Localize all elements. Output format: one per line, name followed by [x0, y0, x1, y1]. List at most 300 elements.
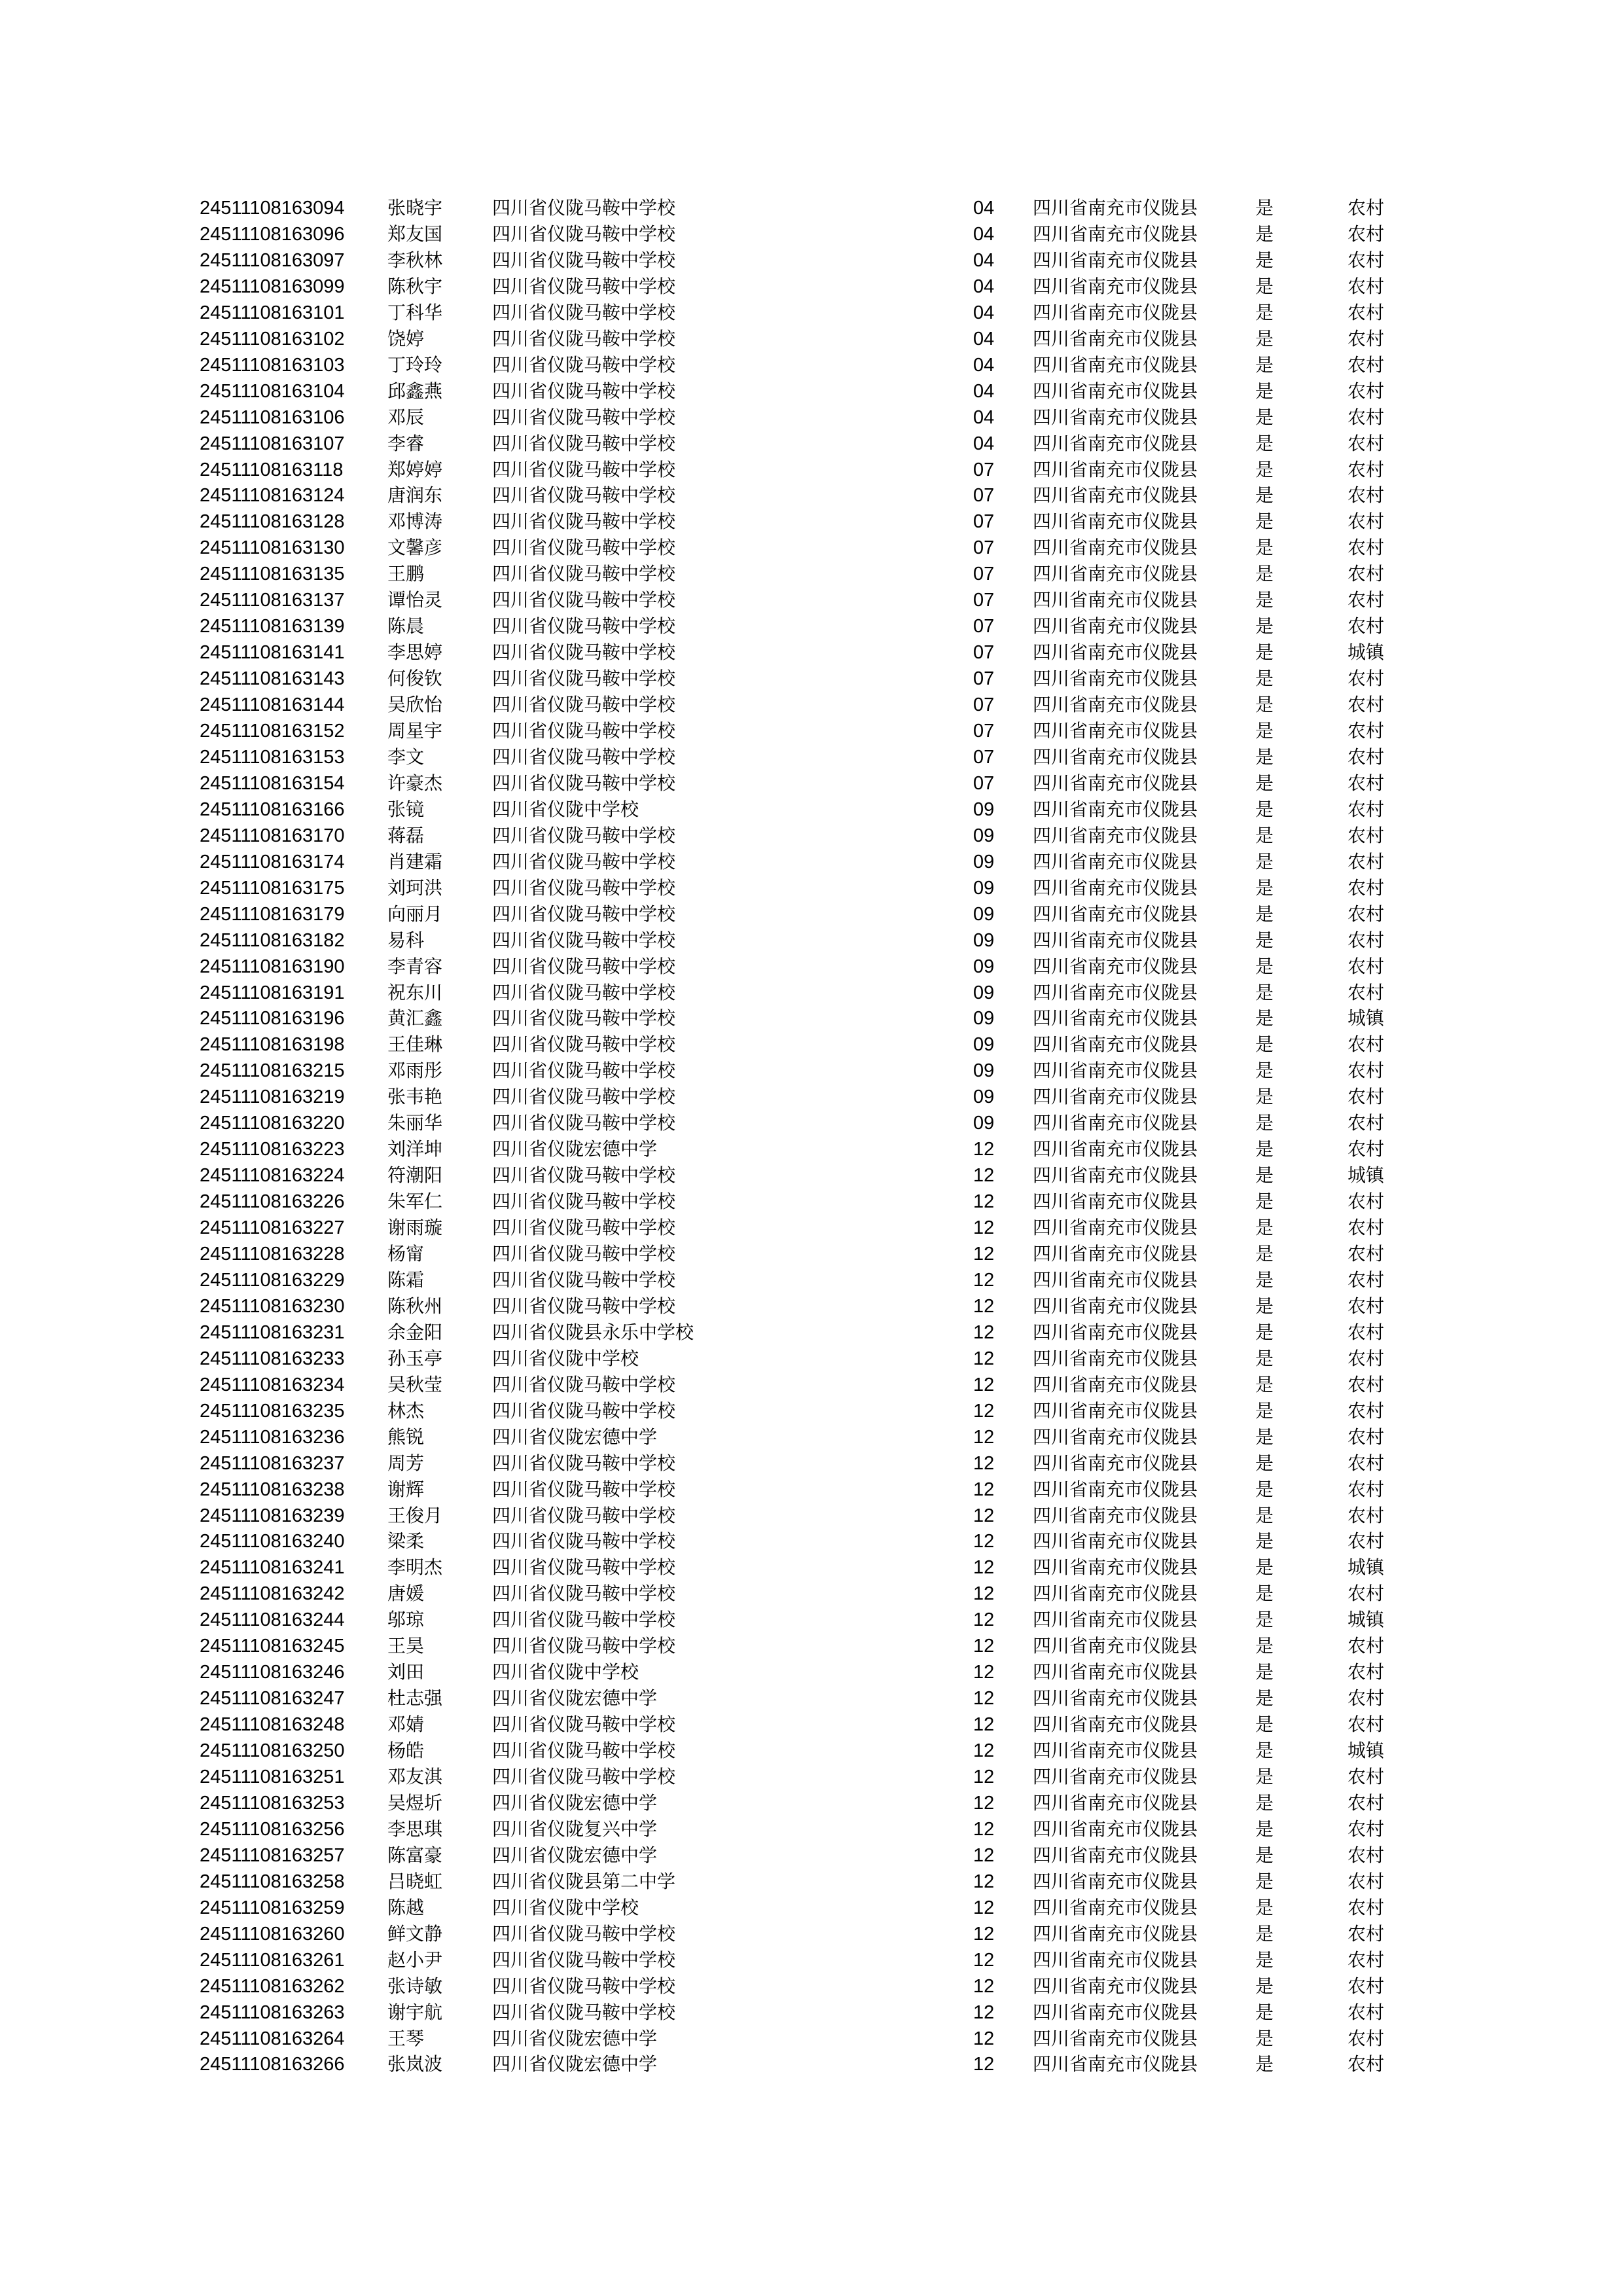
table-row: [0, 639, 1623, 666]
school-name-cell: 四川省仪陇宏德中学: [492, 1791, 658, 1814]
table-row: [0, 1528, 1623, 1554]
class-code-cell: 09: [973, 956, 995, 977]
region-cell: 四川省南充市仪陇县: [1033, 380, 1198, 402]
school-name-cell: 四川省仪陇马鞍中学校: [492, 223, 676, 245]
student-name-cell: 陈晨: [387, 615, 425, 637]
region-cell: 四川省南充市仪陇县: [1033, 1452, 1198, 1474]
student-name-cell: 梁柔: [387, 1530, 425, 1552]
residence-type-cell: 农村: [1347, 301, 1385, 323]
residence-type-cell: 农村: [1347, 1791, 1385, 1814]
table-row: [0, 2000, 1623, 2026]
school-name-cell: 四川省仪陇马鞍中学校: [492, 1268, 676, 1291]
region-cell: 四川省南充市仪陇县: [1033, 1007, 1198, 1030]
table-row: [0, 2026, 1623, 2052]
flag-cell: 是: [1255, 641, 1274, 664]
student-name-cell: 邓雨彤: [387, 1060, 443, 1082]
flag-cell: 是: [1255, 798, 1274, 820]
class-code-cell: 07: [973, 459, 995, 480]
student-id-cell: 24511108163240: [200, 1531, 345, 1552]
residence-type-cell: 农村: [1347, 563, 1385, 585]
flag-cell: 是: [1255, 1033, 1274, 1056]
class-code-cell: 12: [973, 1844, 995, 1866]
flag-cell: 是: [1255, 1791, 1274, 1814]
table-row: [0, 1319, 1623, 1346]
residence-type-cell: 农村: [1347, 1217, 1385, 1239]
student-id-cell: 24511108163191: [200, 982, 345, 1003]
school-name-cell: 四川省仪陇马鞍中学校: [492, 903, 676, 925]
student-id-cell: 24511108163238: [200, 1479, 345, 1500]
student-name-cell: 文馨彦: [387, 537, 443, 559]
student-id-cell: 24511108163244: [200, 1609, 345, 1631]
table-row: [0, 300, 1623, 326]
residence-type-cell: 农村: [1347, 1478, 1385, 1500]
student-name-cell: 向丽月: [387, 903, 443, 925]
residence-type-cell: 农村: [1347, 1948, 1385, 1971]
student-id-cell: 24511108163247: [200, 1688, 345, 1710]
region-cell: 四川省南充市仪陇县: [1033, 458, 1198, 480]
class-code-cell: 04: [973, 328, 995, 350]
residence-type-cell: 农村: [1347, 589, 1385, 611]
student-id-cell: 24511108163253: [200, 1792, 345, 1814]
flag-cell: 是: [1255, 1191, 1274, 1213]
class-code-cell: 12: [973, 1479, 995, 1500]
table-row: [0, 718, 1623, 744]
class-code-cell: 12: [973, 1321, 995, 1343]
region-cell: 四川省南充市仪陇县: [1033, 1818, 1198, 1840]
residence-type-cell: 农村: [1347, 955, 1385, 977]
table-row: [0, 849, 1623, 875]
residence-type-cell: 农村: [1347, 1060, 1385, 1082]
table-row: [0, 482, 1623, 509]
school-name-cell: 四川省仪陇中学校: [492, 1661, 639, 1683]
residence-type-cell: 农村: [1347, 1399, 1385, 1422]
school-name-cell: 四川省仪陇马鞍中学校: [492, 511, 676, 533]
class-code-cell: 12: [973, 1191, 995, 1213]
student-name-cell: 易科: [387, 929, 425, 951]
region-cell: 四川省南充市仪陇县: [1033, 1295, 1198, 1317]
student-id-cell: 24511108163198: [200, 1034, 345, 1056]
class-code-cell: 12: [973, 1139, 995, 1160]
student-name-cell: 杜志强: [387, 1687, 443, 1710]
flag-cell: 是: [1255, 929, 1274, 951]
school-name-cell: 四川省仪陇马鞍中学校: [492, 694, 676, 716]
flag-cell: 是: [1255, 745, 1274, 768]
flag-cell: 是: [1255, 1504, 1274, 1526]
flag-cell: 是: [1255, 903, 1274, 925]
residence-type-cell: 农村: [1347, 1661, 1385, 1683]
class-code-cell: 12: [973, 1217, 995, 1239]
table-row: [0, 1241, 1623, 1267]
student-name-cell: 李明杰: [387, 1556, 443, 1579]
class-code-cell: 12: [973, 1897, 995, 1918]
residence-type-cell: 农村: [1347, 1295, 1385, 1317]
table-row: [0, 1110, 1623, 1136]
flag-cell: 是: [1255, 563, 1274, 585]
school-name-cell: 四川省仪陇马鞍中学校: [492, 1295, 676, 1317]
region-cell: 四川省南充市仪陇县: [1033, 1033, 1198, 1056]
class-code-cell: 12: [973, 1949, 995, 1971]
region-cell: 四川省南充市仪陇县: [1033, 406, 1198, 428]
school-name-cell: 四川省仪陇马鞍中学校: [492, 772, 676, 794]
region-cell: 四川省南充市仪陇县: [1033, 1086, 1198, 1108]
student-name-cell: 赵小尹: [387, 1948, 443, 1971]
region-cell: 四川省南充市仪陇县: [1033, 1922, 1198, 1945]
class-code-cell: 12: [973, 1767, 995, 1787]
school-name-cell: 四川省仪陇马鞍中学校: [492, 432, 676, 454]
student-id-cell: 24511108163094: [200, 198, 345, 219]
student-id-cell: 24511108163246: [200, 1662, 345, 1683]
student-id-cell: 24511108163174: [200, 851, 345, 872]
region-cell: 四川省南充市仪陇县: [1033, 1399, 1198, 1422]
flag-cell: 是: [1255, 1583, 1274, 1605]
residence-type-cell: 城镇: [1347, 1556, 1385, 1579]
flag-cell: 是: [1255, 1740, 1274, 1762]
table-row: [0, 980, 1623, 1006]
residence-type-cell: 农村: [1347, 1713, 1385, 1736]
residence-type-cell: 农村: [1347, 2001, 1385, 2023]
residence-type-cell: 农村: [1347, 275, 1385, 297]
flag-cell: 是: [1255, 537, 1274, 559]
school-name-cell: 四川省仪陇马鞍中学校: [492, 1086, 676, 1108]
residence-type-cell: 农村: [1347, 511, 1385, 533]
flag-cell: 是: [1255, 432, 1274, 454]
table-row: [0, 901, 1623, 927]
student-name-cell: 王琴: [387, 2027, 425, 2049]
student-id-cell: 24511108163135: [200, 564, 345, 585]
student-id-cell: 24511108163241: [200, 1557, 345, 1579]
school-name-cell: 四川省仪陇马鞍中学校: [492, 824, 676, 846]
residence-type-cell: 农村: [1347, 772, 1385, 794]
student-name-cell: 刘珂洪: [387, 876, 443, 899]
student-name-cell: 李秋林: [387, 249, 443, 271]
student-name-cell: 鲜文静: [387, 1922, 443, 1945]
student-id-cell: 24511108163242: [200, 1583, 345, 1605]
student-name-cell: 王鹏: [387, 563, 425, 585]
table-row: [0, 274, 1623, 300]
flag-cell: 是: [1255, 1373, 1274, 1395]
school-name-cell: 四川省仪陇马鞍中学校: [492, 589, 676, 611]
residence-type-cell: 农村: [1347, 1844, 1385, 1866]
residence-type-cell: 农村: [1347, 1583, 1385, 1605]
student-name-cell: 陈富豪: [387, 1844, 443, 1866]
student-id-cell: 24511108163107: [200, 433, 345, 454]
residence-type-cell: 农村: [1347, 981, 1385, 1003]
table-row: [0, 195, 1623, 221]
student-name-cell: 黄汇鑫: [387, 1007, 443, 1030]
region-cell: 四川省南充市仪陇县: [1033, 1766, 1198, 1787]
student-id-cell: 24511108163235: [200, 1400, 345, 1422]
region-cell: 四川省南充市仪陇县: [1033, 1609, 1198, 1631]
school-name-cell: 四川省仪陇宏德中学: [492, 2053, 658, 2075]
region-cell: 四川省南充市仪陇县: [1033, 745, 1198, 768]
school-name-cell: 四川省仪陇马鞍中学校: [492, 1975, 676, 1997]
school-name-cell: 四川省仪陇马鞍中学校: [492, 668, 676, 690]
table-row: [0, 1136, 1623, 1162]
residence-type-cell: 农村: [1347, 615, 1385, 637]
class-code-cell: 07: [973, 772, 995, 794]
class-code-cell: 07: [973, 511, 995, 533]
table-row: [0, 587, 1623, 613]
class-code-cell: 07: [973, 721, 995, 742]
table-row: [0, 1450, 1623, 1477]
school-name-cell: 四川省仪陇马鞍中学校: [492, 2001, 676, 2023]
class-code-cell: 12: [973, 1557, 995, 1579]
region-cell: 四川省南充市仪陇县: [1033, 1426, 1198, 1448]
student-name-cell: 王昊: [387, 1635, 425, 1657]
school-name-cell: 四川省仪陇马鞍中学校: [492, 1191, 676, 1213]
class-code-cell: 12: [973, 1295, 995, 1317]
region-cell: 四川省南充市仪陇县: [1033, 1948, 1198, 1971]
class-code-cell: 09: [973, 1086, 995, 1108]
school-name-cell: 四川省仪陇马鞍中学校: [492, 1713, 676, 1736]
student-name-cell: 陈秋宇: [387, 275, 443, 297]
residence-type-cell: 农村: [1347, 1243, 1385, 1265]
region-cell: 四川省南充市仪陇县: [1033, 432, 1198, 454]
student-name-cell: 吕晓虹: [387, 1870, 443, 1892]
table-row: [0, 1921, 1623, 1947]
residence-type-cell: 农村: [1347, 824, 1385, 846]
residence-type-cell: 城镇: [1347, 641, 1385, 664]
student-id-cell: 24511108163179: [200, 903, 345, 925]
residence-type-cell: 农村: [1347, 2053, 1385, 2075]
school-name-cell: 四川省仪陇宏德中学: [492, 2027, 658, 2049]
flag-cell: 是: [1255, 1766, 1274, 1787]
student-id-cell: 24511108163266: [200, 2054, 345, 2075]
residence-type-cell: 农村: [1347, 745, 1385, 768]
school-name-cell: 四川省仪陇马鞍中学校: [492, 1504, 676, 1526]
student-name-cell: 杨皓: [387, 1740, 425, 1762]
student-id-cell: 24511108163229: [200, 1269, 345, 1291]
student-name-cell: 谢雨璇: [387, 1217, 443, 1239]
table-row: [0, 1424, 1623, 1450]
flag-cell: 是: [1255, 1975, 1274, 1997]
table-row: [0, 1215, 1623, 1241]
region-cell: 四川省南充市仪陇县: [1033, 1478, 1198, 1500]
region-cell: 四川省南充市仪陇县: [1033, 1556, 1198, 1579]
student-name-cell: 吴煜圻: [387, 1791, 443, 1814]
flag-cell: 是: [1255, 1922, 1274, 1945]
flag-cell: 是: [1255, 197, 1274, 219]
residence-type-cell: 农村: [1347, 1033, 1385, 1056]
residence-type-cell: 农村: [1347, 1870, 1385, 1892]
residence-type-cell: 农村: [1347, 694, 1385, 716]
region-cell: 四川省南充市仪陇县: [1033, 353, 1198, 376]
student-id-cell: 24511108163257: [200, 1844, 345, 1866]
student-name-cell: 吴秋莹: [387, 1373, 443, 1395]
school-name-cell: 四川省仪陇马鞍中学校: [492, 406, 676, 428]
class-code-cell: 09: [973, 798, 995, 820]
student-id-cell: 24511108163233: [200, 1348, 345, 1369]
region-cell: 四川省南充市仪陇县: [1033, 772, 1198, 794]
table-row: [0, 1685, 1623, 1712]
region-cell: 四川省南充市仪陇县: [1033, 537, 1198, 559]
student-id-cell: 24511108163101: [200, 302, 345, 323]
class-code-cell: 12: [973, 1583, 995, 1605]
region-cell: 四川省南充市仪陇县: [1033, 2053, 1198, 2075]
table-row: [0, 1162, 1623, 1189]
student-name-cell: 熊锐: [387, 1426, 425, 1448]
table-row: [0, 666, 1623, 692]
student-name-cell: 朱军仁: [387, 1191, 443, 1213]
region-cell: 四川省南充市仪陇县: [1033, 1164, 1198, 1187]
class-code-cell: 12: [973, 2001, 995, 2023]
table-row: [0, 1842, 1623, 1869]
class-code-cell: 09: [973, 929, 995, 951]
school-name-cell: 四川省仪陇马鞍中学校: [492, 1112, 676, 1134]
region-cell: 四川省南充市仪陇县: [1033, 1661, 1198, 1683]
residence-type-cell: 农村: [1347, 1687, 1385, 1710]
region-cell: 四川省南充市仪陇县: [1033, 223, 1198, 245]
student-id-cell: 24511108163106: [200, 406, 345, 428]
student-name-cell: 郑婷婷: [387, 458, 443, 480]
student-name-cell: 邓婧: [387, 1713, 425, 1736]
flag-cell: 是: [1255, 1713, 1274, 1736]
region-cell: 四川省南充市仪陇县: [1033, 2027, 1198, 2049]
flag-cell: 是: [1255, 1478, 1274, 1500]
class-code-cell: 09: [973, 877, 995, 899]
flag-cell: 是: [1255, 850, 1274, 872]
class-code-cell: 12: [973, 1374, 995, 1395]
region-cell: 四川省南充市仪陇县: [1033, 484, 1198, 507]
student-id-cell: 24511108163166: [200, 798, 345, 820]
class-code-cell: 12: [973, 1269, 995, 1291]
flag-cell: 是: [1255, 301, 1274, 323]
flag-cell: 是: [1255, 2053, 1274, 2075]
region-cell: 四川省南充市仪陇县: [1033, 694, 1198, 716]
student-name-cell: 肖建霜: [387, 850, 443, 872]
region-cell: 四川省南充市仪陇县: [1033, 1217, 1198, 1239]
student-name-cell: 邱鑫燕: [387, 380, 443, 402]
table-row: [0, 2051, 1623, 2077]
student-name-cell: 孙玉亭: [387, 1347, 443, 1369]
student-name-cell: 许豪杰: [387, 772, 443, 794]
flag-cell: 是: [1255, 1321, 1274, 1343]
class-code-cell: 04: [973, 380, 995, 402]
class-code-cell: 09: [973, 903, 995, 925]
table-row: [0, 1005, 1623, 1031]
flag-cell: 是: [1255, 694, 1274, 716]
school-name-cell: 四川省仪陇宏德中学: [492, 1138, 658, 1160]
region-cell: 四川省南充市仪陇县: [1033, 1191, 1198, 1213]
region-cell: 四川省南充市仪陇县: [1033, 668, 1198, 690]
school-name-cell: 四川省仪陇马鞍中学校: [492, 1766, 676, 1787]
student-id-cell: 24511108163137: [200, 590, 345, 611]
region-cell: 四川省南充市仪陇县: [1033, 1268, 1198, 1291]
flag-cell: 是: [1255, 484, 1274, 507]
table-row: [0, 1554, 1623, 1581]
class-code-cell: 12: [973, 1452, 995, 1474]
table-row: [0, 1581, 1623, 1607]
table-row: [0, 561, 1623, 587]
student-id-cell: 24511108163237: [200, 1452, 345, 1474]
student-name-cell: 丁科华: [387, 301, 443, 323]
school-name-cell: 四川省仪陇马鞍中学校: [492, 1060, 676, 1082]
table-row: [0, 613, 1623, 639]
student-name-cell: 邓辰: [387, 406, 425, 428]
class-code-cell: 07: [973, 642, 995, 664]
flag-cell: 是: [1255, 458, 1274, 480]
student-name-cell: 李青容: [387, 955, 443, 977]
class-code-cell: 12: [973, 1505, 995, 1526]
student-name-cell: 唐媛: [387, 1583, 425, 1605]
residence-type-cell: 农村: [1347, 1191, 1385, 1213]
student-id-cell: 24511108163139: [200, 616, 345, 637]
residence-type-cell: 农村: [1347, 2027, 1385, 2049]
student-id-cell: 24511108163261: [200, 1949, 345, 1971]
school-name-cell: 四川省仪陇马鞍中学校: [492, 197, 676, 219]
student-name-cell: 邬琼: [387, 1609, 425, 1631]
residence-type-cell: 农村: [1347, 1138, 1385, 1160]
student-name-cell: 张晓宇: [387, 197, 443, 219]
school-name-cell: 四川省仪陇中学校: [492, 1896, 639, 1918]
class-code-cell: 09: [973, 982, 995, 1003]
student-name-cell: 何俊钦: [387, 668, 443, 690]
flag-cell: 是: [1255, 668, 1274, 690]
student-id-cell: 24511108163250: [200, 1740, 345, 1762]
school-name-cell: 四川省仪陇马鞍中学校: [492, 850, 676, 872]
residence-type-cell: 农村: [1347, 353, 1385, 376]
region-cell: 四川省南充市仪陇县: [1033, 197, 1198, 219]
region-cell: 四川省南充市仪陇县: [1033, 1112, 1198, 1134]
flag-cell: 是: [1255, 406, 1274, 428]
table-row: [0, 326, 1623, 352]
student-id-cell: 24511108163118: [200, 459, 344, 480]
student-name-cell: 李思婷: [387, 641, 443, 664]
school-name-cell: 四川省仪陇马鞍中学校: [492, 955, 676, 977]
region-cell: 四川省南充市仪陇县: [1033, 1635, 1198, 1657]
table-row: [0, 535, 1623, 561]
student-id-cell: 24511108163182: [200, 929, 345, 951]
student-id-cell: 24511108163141: [200, 642, 345, 664]
table-row: [0, 431, 1623, 457]
table-row: [0, 1084, 1623, 1110]
student-name-cell: 王佳琳: [387, 1033, 443, 1056]
table-row: [0, 1712, 1623, 1738]
table-row: [0, 1869, 1623, 1895]
school-name-cell: 四川省仪陇宏德中学: [492, 1844, 658, 1866]
flag-cell: 是: [1255, 720, 1274, 742]
flag-cell: 是: [1255, 1530, 1274, 1552]
student-id-cell: 24511108163097: [200, 249, 345, 271]
residence-type-cell: 农村: [1347, 1321, 1385, 1343]
flag-cell: 是: [1255, 380, 1274, 402]
region-cell: 四川省南充市仪陇县: [1033, 798, 1198, 820]
table-row: [0, 404, 1623, 431]
residence-type-cell: 农村: [1347, 1452, 1385, 1474]
school-name-cell: 四川省仪陇马鞍中学校: [492, 876, 676, 899]
class-code-cell: 12: [973, 2028, 995, 2049]
school-name-cell: 四川省仪陇马鞍中学校: [492, 1583, 676, 1605]
flag-cell: 是: [1255, 1635, 1274, 1657]
table-row: [0, 1372, 1623, 1398]
class-code-cell: 09: [973, 1113, 995, 1134]
table-row: [0, 692, 1623, 718]
flag-cell: 是: [1255, 2001, 1274, 2023]
flag-cell: 是: [1255, 1112, 1274, 1134]
school-name-cell: 四川省仪陇马鞍中学校: [492, 1033, 676, 1056]
table-row: [0, 797, 1623, 823]
school-name-cell: 四川省仪陇马鞍中学校: [492, 1452, 676, 1474]
flag-cell: 是: [1255, 1609, 1274, 1631]
table-row: [0, 770, 1623, 797]
class-code-cell: 12: [973, 1818, 995, 1840]
class-code-cell: 07: [973, 668, 995, 690]
table-row: [0, 1607, 1623, 1633]
table-row: [0, 875, 1623, 901]
student-id-cell: 24511108163104: [200, 380, 345, 402]
region-cell: 四川省南充市仪陇县: [1033, 589, 1198, 611]
school-name-cell: 四川省仪陇中学校: [492, 1347, 639, 1369]
